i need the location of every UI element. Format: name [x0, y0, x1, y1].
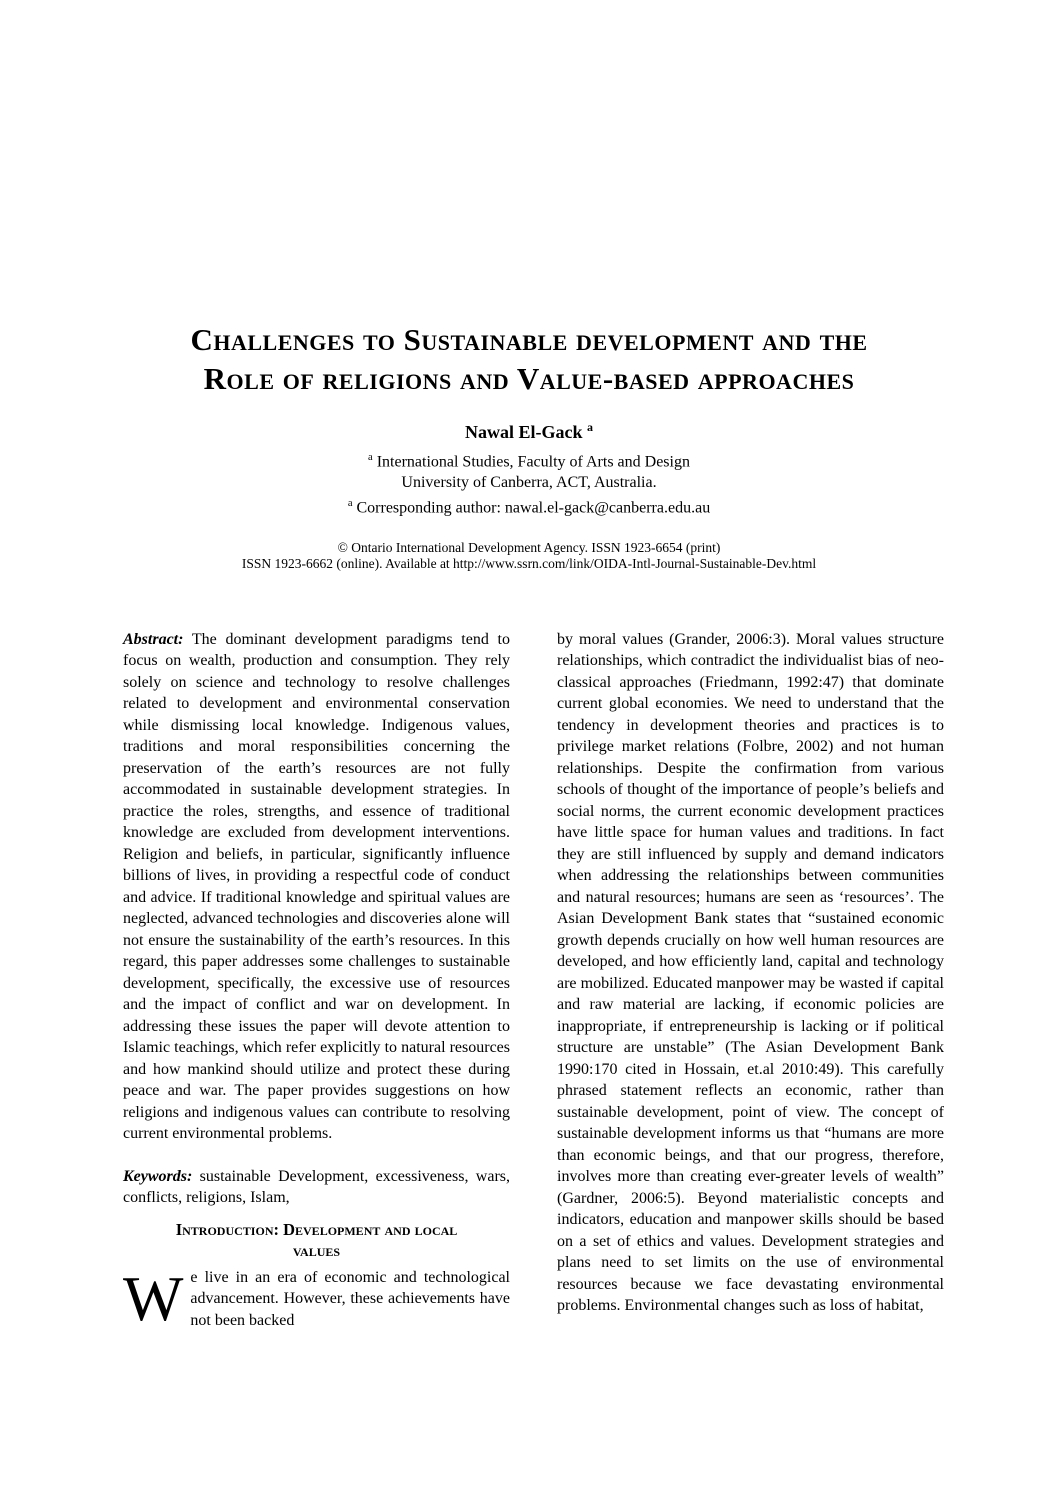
affiliation-line-1-text: International Studies, Faculty of Arts and Design	[376, 453, 690, 471]
title-block	[0, 0, 1058, 572]
affiliation-block	[0, 447, 1058, 519]
corresponding-author-line	[0, 493, 1058, 518]
abstract-paragraph	[123, 629, 510, 1145]
dropcap-letter: W	[123, 1262, 184, 1334]
left-column	[123, 629, 510, 1332]
section-heading-introduction	[123, 1219, 510, 1261]
affiliation-line-2: University of Canberra, ACT, Australia.	[401, 474, 657, 492]
two-column-body	[0, 629, 1058, 1332]
abstract-label: Abstract:	[123, 630, 184, 648]
keywords-label: Keywords:	[123, 1167, 193, 1185]
introduction-paragraph	[123, 1262, 510, 1334]
keywords-text: sustainable Development, excessiveness, wars, conflicts, religions, Islam,	[123, 1167, 510, 1207]
section-heading-line-2: values	[292, 1240, 341, 1260]
paper-title-line-2: Role of religions and Value-based approaches	[203, 361, 855, 396]
affiliation-line-1	[0, 447, 1058, 472]
author-footnote-mark: a	[587, 420, 593, 434]
issn-block	[0, 540, 1058, 572]
paper-title-line-1: Challenges to Sustainable development and the	[190, 322, 868, 357]
paper-title	[0, 320, 1058, 398]
corresponding-footnote-mark: a	[347, 498, 353, 510]
introduction-text: e live in an era of economic and technological advancement. However, these achievements have not been backed	[190, 1268, 510, 1329]
copyright-line: © Ontario International Development Agency. ISSN 1923-6654 (print)	[337, 539, 721, 555]
affiliation-footnote-mark: a	[368, 452, 373, 463]
author-name: Nawal El-Gack	[464, 422, 583, 442]
right-column-paragraph: by moral values (Grander, 2006:3). Moral values structure relationships, which contradict the individualist bias of neo-classical approaches (Friedmann, 1992:47) that dominate current global economies. We need to understand that the tendency in development theories and practices is to privilege market relations (Folbre, 2002) and not human relationships. Despite the confirmation from various schools of thought of the importance of people’s beliefs and social norms, the current economic development practices have little space for human values and traditions. In fact they are still influenced by supply and demand indicators when addressing the relationships between communities and natural resources; humans are seen as ‘resources’. The Asian Development Bank states that “sustained economic growth depends crucially on how well human resources are developed, and how efficiently land, capital and technology are mobilized. Educated manpower may be wasted if capital and raw material are lacking, if economic policies are inappropriate, if entrepreneurship is lacking or if political structure are unstable” (The Asian Development Bank 1990:170 cited in Hossain, et.al 2010:49). This carefully phrased statement reflects an economic, rather than sustainable development, point of view. The concept of sustainable development informs us that “humans are more than economic beings, and that our progress, therefore, involves more than creating ever-greater levels of wealth” (Gardner, 2006:5). Beyond materialistic concepts and indicators, education and manpower skills should be based on a set of ethics and values. Development strategies and plans need to set limits on the use of environmental resources because we face devastating environmental problems. Environmental changes such as loss of habitat,	[557, 630, 944, 1315]
author-line	[0, 415, 1058, 444]
issn-online-line: ISSN 1923-6662 (online). Available at http://www.ssrn.com/link/OIDA-Intl-Journal-Sustainable-Dev.html	[241, 555, 817, 571]
keywords-paragraph	[123, 1166, 510, 1209]
right-column	[557, 629, 944, 1332]
section-heading-line-1: Introduction: Development and local	[175, 1219, 458, 1239]
corresponding-author-text: Corresponding author: nawal.el-gack@canberra.edu.au	[356, 499, 711, 517]
abstract-text: The dominant development paradigms tend to focus on wealth, production and consumption. They rely solely on science and technology to resolve challenges related to development and environmental conservation while dismissing local knowledge. Indigenous values, traditions and moral responsibilities concerning the preservation of the earth’s resources are not fully accommodated in sustainable development strategies. In practice the roles, strengths, and essence of traditional knowledge are excluded from development interventions. Religion and beliefs, in particular, significantly influence billions of lives, in providing a respectful code of conduct and advice. If traditional knowledge and spiritual values are neglected, advanced technologies and discoveries alone will not ensure the sustainability of the earth’s resources. In this regard, this paper addresses some challenges to sustainable development, specifically, the excessive use of resources and the impact of conflict and war on development. In addressing these issues the paper will devote attention to Islamic teachings, which refer explicitly to natural resources and how mankind should utilize and protect these during peace and war. The paper provides suggestions on how religions and indigenous values can contribute to resolving current environmental problems.	[123, 630, 510, 1143]
